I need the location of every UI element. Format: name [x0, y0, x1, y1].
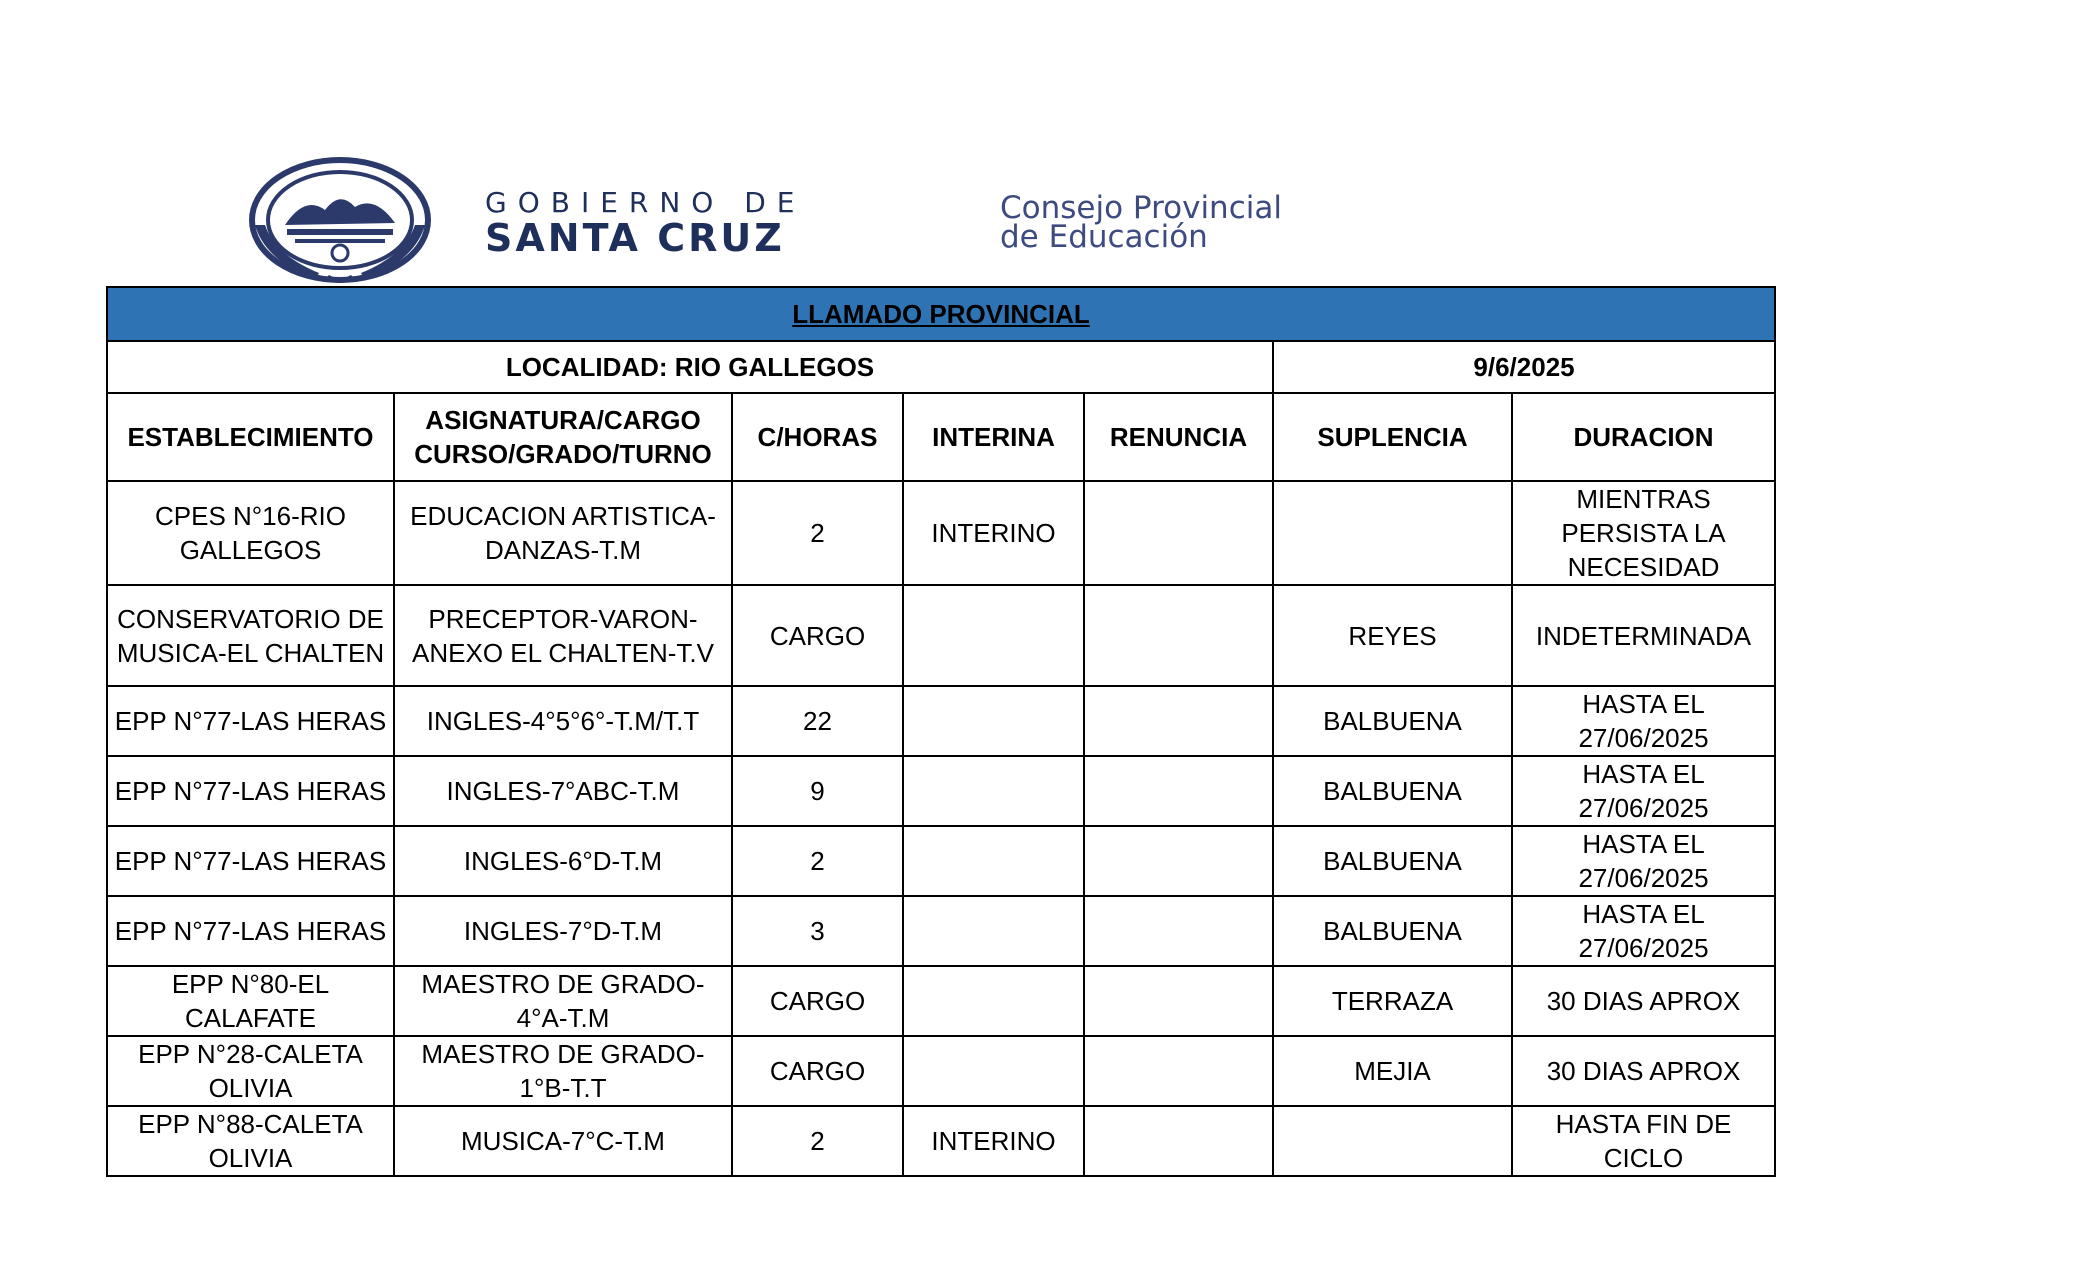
header-interina: INTERINA — [903, 393, 1084, 481]
government-logo-text — [485, 186, 806, 260]
cell-renuncia — [1084, 585, 1273, 686]
cell-renuncia — [1084, 1106, 1273, 1176]
cell-horas: 2 — [732, 481, 903, 585]
cell-establecimiento: EPP N°80-EL CALAFATE — [107, 966, 394, 1036]
province-seal-icon — [245, 155, 435, 285]
table-row — [107, 826, 1775, 896]
cell-establecimiento: CONSERVATORIO DE MUSICA-EL CHALTEN — [107, 585, 394, 686]
cell-duracion: 30 DIAS APROX — [1512, 966, 1775, 1036]
cell-asignatura: EDUCACION ARTISTICA-DANZAS-T.M — [394, 481, 732, 585]
table-row — [107, 585, 1775, 686]
cell-establecimiento: EPP N°77-LAS HERAS — [107, 896, 394, 966]
table-row — [107, 481, 1775, 585]
cell-duracion: HASTA EL 27/06/2025 — [1512, 826, 1775, 896]
council-logo-text — [1000, 190, 1282, 255]
cell-horas: CARGO — [732, 585, 903, 686]
cell-asignatura: INGLES-7°ABC-T.M — [394, 756, 732, 826]
cell-duracion: HASTA EL 27/06/2025 — [1512, 896, 1775, 966]
header-renuncia: RENUNCIA — [1084, 393, 1273, 481]
cell-asignatura: INGLES-7°D-T.M — [394, 896, 732, 966]
cell-interina — [903, 966, 1084, 1036]
cell-duracion: HASTA EL 27/06/2025 — [1512, 686, 1775, 756]
cell-duracion: HASTA FIN DE CICLO — [1512, 1106, 1775, 1176]
cell-duracion: 30 DIAS APROX — [1512, 1036, 1775, 1106]
cell-suplencia — [1273, 1106, 1512, 1176]
header-logos — [245, 155, 1425, 285]
cell-suplencia: REYES — [1273, 585, 1512, 686]
cell-horas: CARGO — [732, 1036, 903, 1106]
cell-establecimiento: EPP N°77-LAS HERAS — [107, 756, 394, 826]
gov-line2: SANTA CRUZ — [485, 216, 785, 260]
table-row — [107, 896, 1775, 966]
header-duracion: DURACION — [1512, 393, 1775, 481]
header-asignatura: ASIGNATURA/CARGO CURSO/GRADO/TURNO — [394, 393, 732, 481]
cell-horas: 3 — [732, 896, 903, 966]
cell-interina — [903, 686, 1084, 756]
cell-horas: CARGO — [732, 966, 903, 1036]
cell-renuncia — [1084, 481, 1273, 585]
column-header-row — [107, 393, 1775, 481]
cell-renuncia — [1084, 966, 1273, 1036]
cell-suplencia: TERRAZA — [1273, 966, 1512, 1036]
table-row — [107, 686, 1775, 756]
gov-line1: GOBIERNO DE — [485, 186, 806, 219]
cell-asignatura: PRECEPTOR-VARON-ANEXO EL CHALTEN-T.V — [394, 585, 732, 686]
cell-interina: INTERINO — [903, 1106, 1084, 1176]
cell-suplencia: BALBUENA — [1273, 826, 1512, 896]
header-suplencia: SUPLENCIA — [1273, 393, 1512, 481]
cell-duracion: INDETERMINADA — [1512, 585, 1775, 686]
table-row — [107, 966, 1775, 1036]
cell-renuncia — [1084, 826, 1273, 896]
cell-asignatura: MAESTRO DE GRADO-1°B-T.T — [394, 1036, 732, 1106]
council-line2: de Educación — [1000, 219, 1208, 255]
cell-suplencia: MEJIA — [1273, 1036, 1512, 1106]
table-row — [107, 1036, 1775, 1106]
cell-establecimiento: EPP N°77-LAS HERAS — [107, 826, 394, 896]
localidad-label: LOCALIDAD: RIO GALLEGOS — [107, 341, 1273, 393]
cell-horas: 2 — [732, 826, 903, 896]
cell-suplencia: BALBUENA — [1273, 756, 1512, 826]
cell-horas: 2 — [732, 1106, 903, 1176]
table-row — [107, 756, 1775, 826]
document-date: 9/6/2025 — [1273, 341, 1775, 393]
cell-asignatura: INGLES-4°5°6°-T.M/T.T — [394, 686, 732, 756]
llamado-table — [106, 286, 1776, 1177]
cell-renuncia — [1084, 1036, 1273, 1106]
cell-duracion: HASTA EL 27/06/2025 — [1512, 756, 1775, 826]
cell-suplencia: BALBUENA — [1273, 686, 1512, 756]
cell-asignatura: MAESTRO DE GRADO-4°A-T.M — [394, 966, 732, 1036]
cell-interina — [903, 1036, 1084, 1106]
cell-interina: INTERINO — [903, 481, 1084, 585]
cell-suplencia — [1273, 481, 1512, 585]
cell-establecimiento: EPP N°28-CALETA OLIVIA — [107, 1036, 394, 1106]
cell-suplencia: BALBUENA — [1273, 896, 1512, 966]
cell-asignatura: MUSICA-7°C-T.M — [394, 1106, 732, 1176]
cell-establecimiento: EPP N°88-CALETA OLIVIA — [107, 1106, 394, 1176]
cell-interina — [903, 756, 1084, 826]
cell-renuncia — [1084, 686, 1273, 756]
council-line1: Consejo Provincial — [1000, 190, 1282, 226]
cell-asignatura: INGLES-6°D-T.M — [394, 826, 732, 896]
cell-interina — [903, 585, 1084, 686]
cell-horas: 22 — [732, 686, 903, 756]
cell-renuncia — [1084, 756, 1273, 826]
table-row — [107, 1106, 1775, 1176]
document-title: LLAMADO PROVINCIAL — [107, 287, 1775, 341]
cell-interina — [903, 896, 1084, 966]
header-establecimiento: ESTABLECIMIENTO — [107, 393, 394, 481]
cell-duracion: MIENTRAS PERSISTA LA NECESIDAD — [1512, 481, 1775, 585]
cell-renuncia — [1084, 896, 1273, 966]
cell-establecimiento: CPES N°16-RIO GALLEGOS — [107, 481, 394, 585]
header-horas: C/HORAS — [732, 393, 903, 481]
cell-horas: 9 — [732, 756, 903, 826]
cell-establecimiento: EPP N°77-LAS HERAS — [107, 686, 394, 756]
cell-interina — [903, 826, 1084, 896]
